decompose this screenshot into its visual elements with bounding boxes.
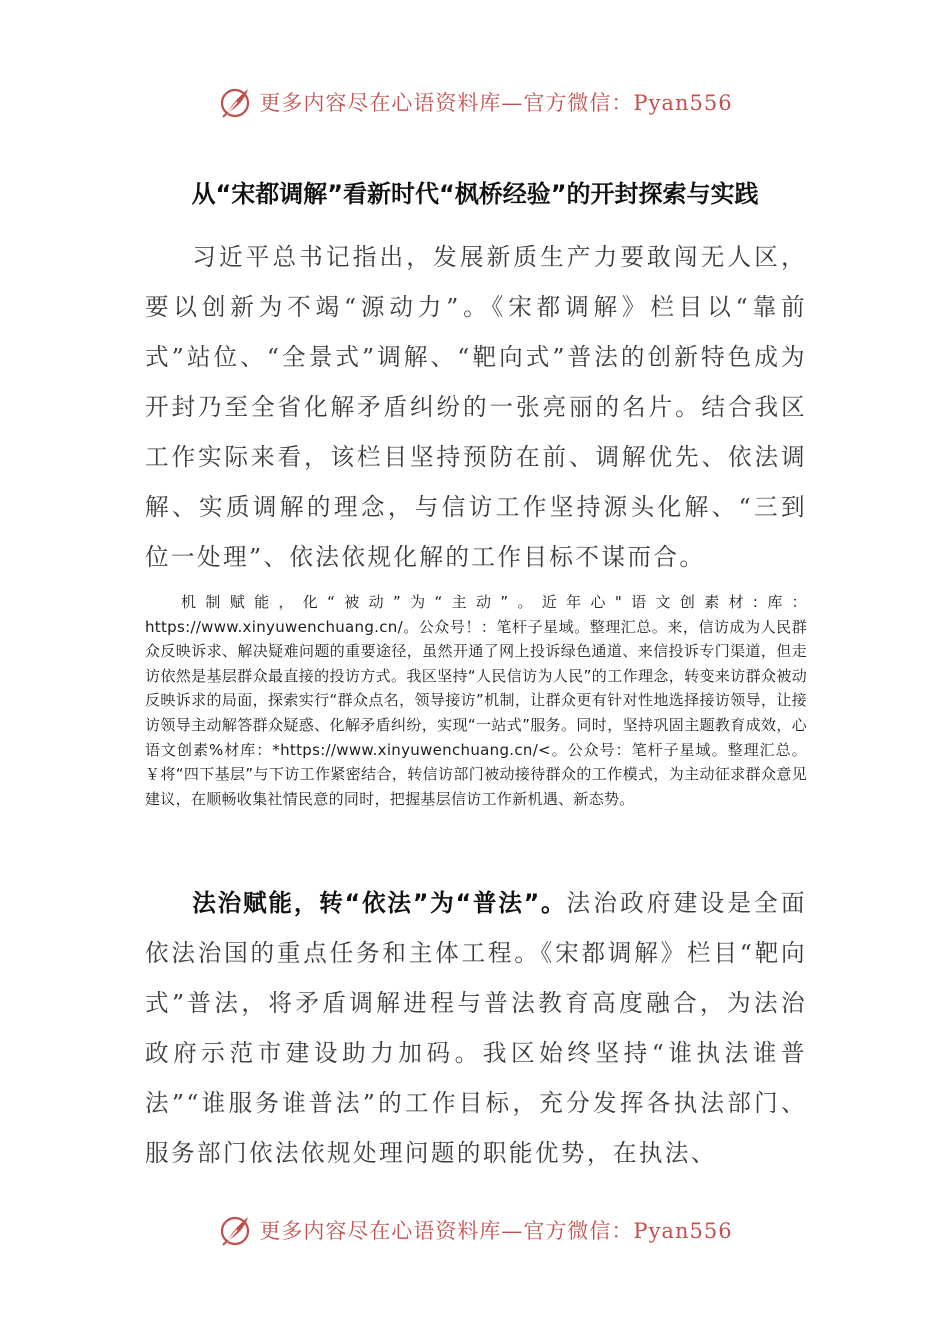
paragraph-mechanism-text: 机制赋能，化“被动”为“主动”。近年心"语文创素材:库：https://www.xinyuwenchuang.cn/。公众号！：笔杆子星域。整理汇总。来，信访成为人民群众反映诉求、解决疑难问题的重要途径，虽然开通了网上投诉绿色通道、来信投诉专门渠道，但走访依然是基层群众最直接的投访方式。我区坚持“人民信访为人民”的工作理念，转变来访群众被动反映诉求的局面，探索实行“群众点名，领导接访”机制，让群众更有针对性地选择接访领导，让接访领导主动解答群众疑惑、化解矛盾纠纷，实现“一站式”服务。同时，坚持巩固主题教育成效，心语文创素%材库：*https://www.xinyuwenchuang.cn/<。公众号：笔杆子星域。整理汇总。￥将“四下基层”与下访工作紧密结合，转信访部门被动接待群众的工作模式，为主动征求群众意见建议，在顺畅收集社情民意的同时，把握基层信访工作新机遇、新态势。 <box>145 593 807 808</box>
paragraph-intro: 习近平总书记指出，发展新质生产力要敢闯无人区，要以创新为不竭“源动力”。《宋都调解》栏目以“靠前式”站位、“全景式”调解、“靶向式”普法的创新特色成为开封乃至全省化解矛盾纠纷的一张亮丽的名片。结合我区工作实际来看，该栏目坚持预防在前、调解优先、依法调解、实质调解的理念，与信访工作坚持源头化解、“三到位一处理”、依法依规化解的工作目标不谋而合。 <box>145 243 807 571</box>
feather-pen-circle-icon <box>217 84 253 120</box>
paragraph-mechanism <box>145 590 807 811</box>
paragraph-rule-of-law-lead: 法治赋能，转“依法”为“普法”。 <box>192 889 567 917</box>
banner-text: 更多内容尽在心语资料库—官方微信：Pyan556 <box>259 91 733 115</box>
paragraph-rule-of-law <box>145 878 807 1178</box>
header-banner <box>0 82 950 122</box>
banner-text: 更多内容尽在心语资料库—官方微信：Pyan556 <box>259 1219 733 1243</box>
document-title: 从“宋都调解”看新时代“枫桥经验”的开封探索与实践 <box>191 180 759 208</box>
feather-pen-circle-icon <box>217 1212 253 1248</box>
footer-banner <box>0 1210 950 1250</box>
paragraph-rule-of-law-body: 法治政府建设是全面依法治国的重点任务和主体工程。《宋都调解》栏目“靶向式”普法，将矛盾调解进程与普法教育高度融合，为法治政府示范市建设助力加码。我区始终坚持“谁执法谁普法”“谁服务谁普法”的工作目标，充分发挥各执法部门、服务部门依法依规处理问题的职能优势，在执法、 <box>145 889 807 1167</box>
